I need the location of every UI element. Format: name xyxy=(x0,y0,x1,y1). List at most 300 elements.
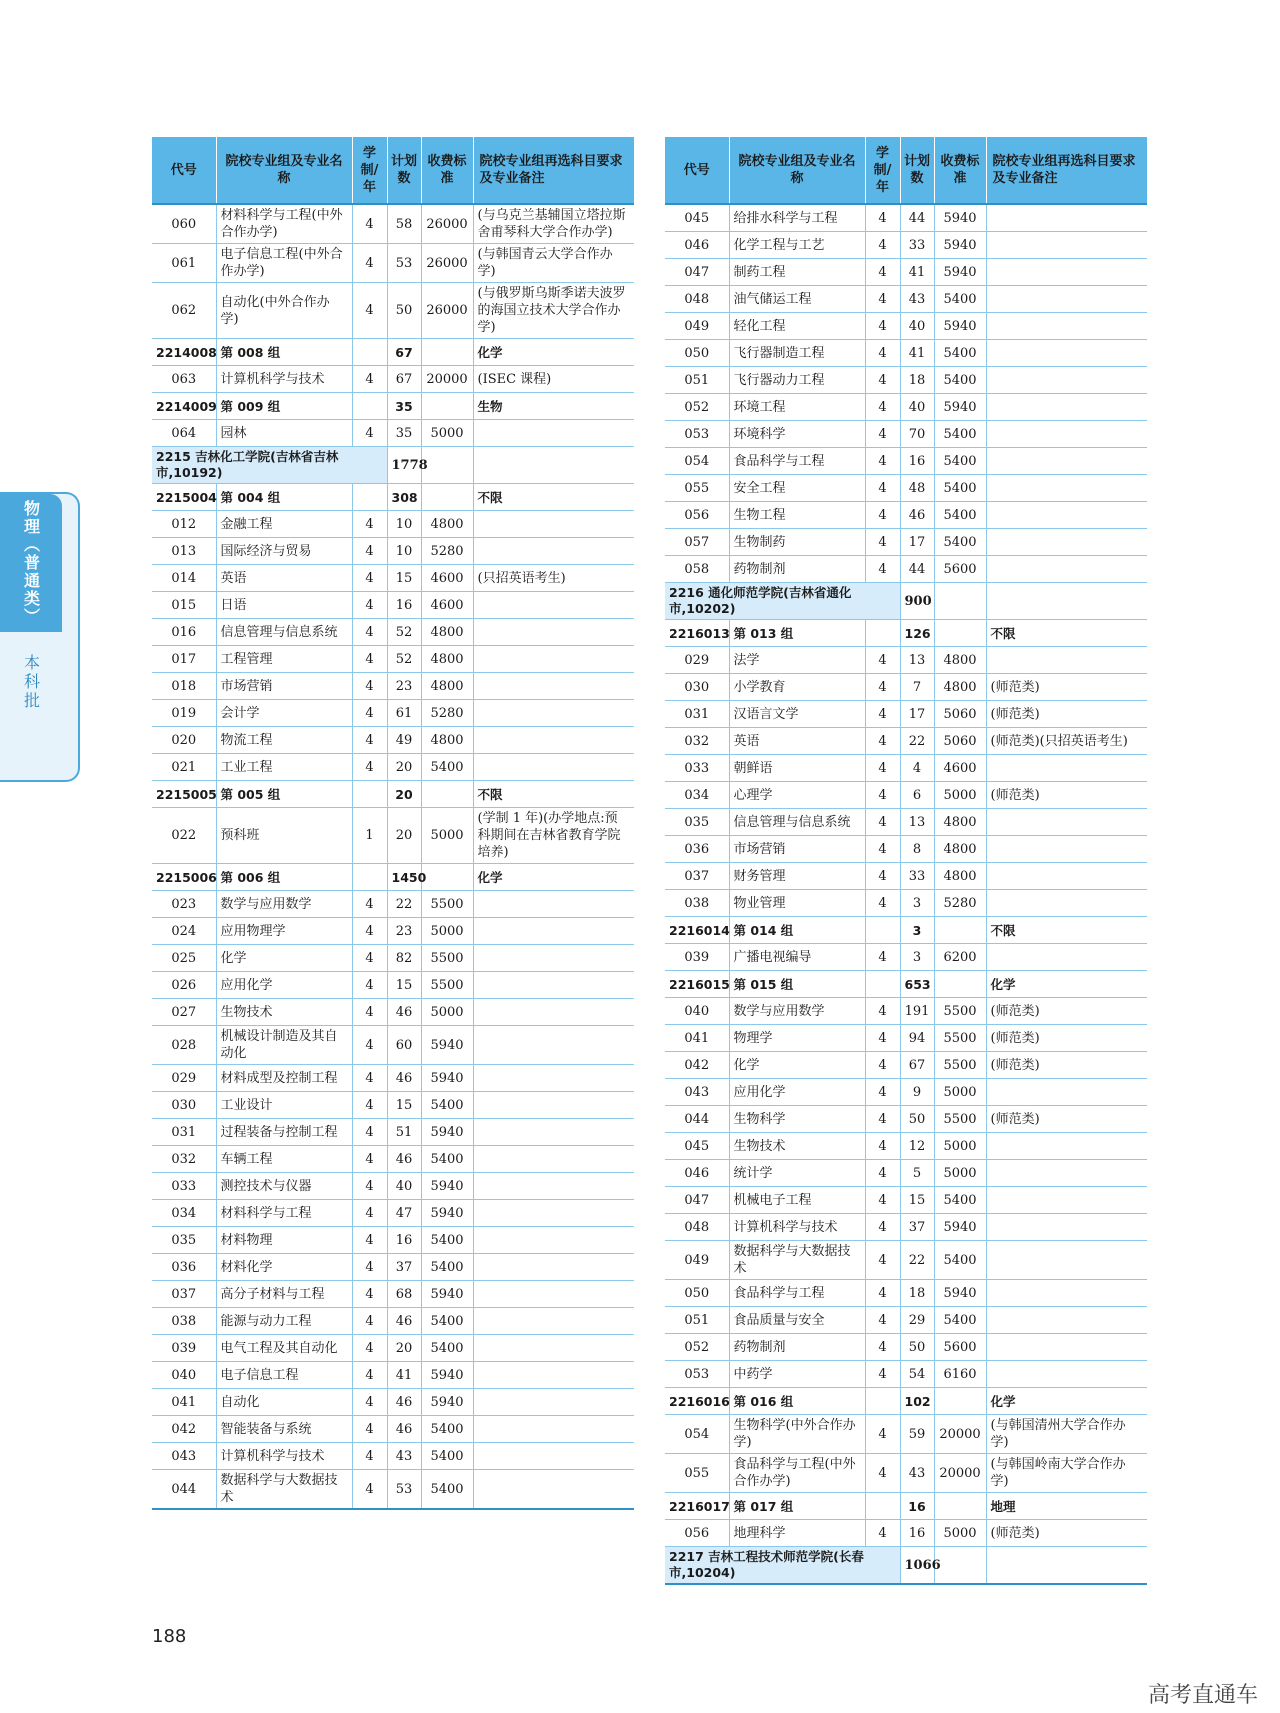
fee-cell xyxy=(934,620,986,647)
major-code: 048 xyxy=(665,286,729,313)
major-fee: 5400 xyxy=(421,1146,473,1173)
watermark-text: 高考直通车 xyxy=(1147,1683,1258,1708)
major-code: 029 xyxy=(665,647,729,674)
group-name: 第 009 组 xyxy=(216,393,352,420)
major-plan: 67 xyxy=(900,1052,934,1079)
major-years: 4 xyxy=(865,836,900,863)
major-fee: 5400 xyxy=(421,1227,473,1254)
major-remark xyxy=(986,556,1147,583)
major-plan: 48 xyxy=(900,475,934,502)
major-years: 4 xyxy=(352,1092,387,1119)
major-years: 4 xyxy=(352,1227,387,1254)
major-years: 4 xyxy=(352,1173,387,1200)
major-years: 4 xyxy=(352,283,387,339)
major-remark xyxy=(473,1173,634,1200)
major-code: 023 xyxy=(152,891,216,918)
major-row xyxy=(152,366,634,393)
major-name: 化学工程与工艺 xyxy=(729,232,865,259)
major-remark xyxy=(986,1307,1147,1334)
major-fee: 5000 xyxy=(934,1160,986,1187)
major-years: 4 xyxy=(352,999,387,1026)
group-plan: 35 xyxy=(387,393,421,420)
major-row xyxy=(665,313,1147,340)
major-remark xyxy=(986,944,1147,971)
major-years: 4 xyxy=(865,728,900,755)
major-remark xyxy=(473,1281,634,1308)
major-name: 生物制药 xyxy=(729,529,865,556)
group-code: 2216014 xyxy=(665,917,729,944)
major-code: 032 xyxy=(152,1146,216,1173)
major-years: 4 xyxy=(865,647,900,674)
major-name: 国际经济与贸易 xyxy=(216,538,352,565)
major-fee: 20000 xyxy=(421,366,473,393)
major-fee: 5400 xyxy=(934,1187,986,1214)
major-years: 4 xyxy=(865,448,900,475)
group-plan: 126 xyxy=(900,620,934,647)
major-name: 化学 xyxy=(216,945,352,972)
major-code: 052 xyxy=(665,1334,729,1361)
major-fee: 5400 xyxy=(421,1308,473,1335)
major-fee: 5400 xyxy=(934,367,986,394)
remark-cell xyxy=(473,447,634,484)
fee-cell xyxy=(934,1493,986,1520)
major-plan: 37 xyxy=(387,1254,421,1281)
major-plan: 41 xyxy=(387,1362,421,1389)
major-fee: 5940 xyxy=(421,1362,473,1389)
major-name: 电子信息工程 xyxy=(216,1362,352,1389)
major-remark xyxy=(986,502,1147,529)
major-name: 应用化学 xyxy=(729,1079,865,1106)
major-name: 金融工程 xyxy=(216,511,352,538)
major-remark xyxy=(986,1187,1147,1214)
major-years: 4 xyxy=(865,259,900,286)
major-fee: 5940 xyxy=(934,394,986,421)
major-name: 材料物理 xyxy=(216,1227,352,1254)
group-plan: 653 xyxy=(900,971,934,998)
major-fee: 5500 xyxy=(934,1106,986,1133)
major-code: 013 xyxy=(152,538,216,565)
major-name: 小学教育 xyxy=(729,674,865,701)
major-plan: 22 xyxy=(900,728,934,755)
major-years: 4 xyxy=(352,673,387,700)
major-remark xyxy=(473,1335,634,1362)
major-name: 制药工程 xyxy=(729,259,865,286)
major-plan: 22 xyxy=(387,891,421,918)
major-fee: 5000 xyxy=(934,1520,986,1547)
major-years: 4 xyxy=(352,565,387,592)
major-row xyxy=(665,1454,1147,1493)
major-row xyxy=(152,972,634,999)
major-remark xyxy=(473,891,634,918)
group-code: 2215005 xyxy=(152,781,216,808)
major-remark xyxy=(473,1092,634,1119)
major-fee: 5940 xyxy=(934,1214,986,1241)
major-years: 4 xyxy=(352,1470,387,1510)
major-plan: 46 xyxy=(387,1146,421,1173)
major-plan: 23 xyxy=(387,918,421,945)
major-name: 心理学 xyxy=(729,782,865,809)
major-code: 021 xyxy=(152,754,216,781)
major-plan: 16 xyxy=(900,448,934,475)
major-row xyxy=(665,1187,1147,1214)
major-row xyxy=(152,1362,634,1389)
major-code: 057 xyxy=(665,529,729,556)
major-plan: 54 xyxy=(900,1361,934,1388)
major-remark xyxy=(473,1362,634,1389)
major-fee: 4600 xyxy=(934,755,986,782)
major-fee: 5400 xyxy=(421,1335,473,1362)
major-remark xyxy=(473,1200,634,1227)
major-row xyxy=(665,259,1147,286)
table-header-row xyxy=(152,137,634,204)
major-code: 052 xyxy=(665,394,729,421)
group-row xyxy=(152,393,634,420)
major-remark: (只招英语考生) xyxy=(473,565,634,592)
major-plan: 9 xyxy=(900,1079,934,1106)
group-name: 第 015 组 xyxy=(729,971,865,998)
major-fee: 5000 xyxy=(421,999,473,1026)
years-cell xyxy=(865,620,900,647)
major-fee: 5500 xyxy=(421,945,473,972)
group-plan: 67 xyxy=(387,339,421,366)
major-name: 食品科学与工程(中外合作办学) xyxy=(729,1454,865,1493)
group-name: 第 006 组 xyxy=(216,864,352,891)
group-name: 第 013 组 xyxy=(729,620,865,647)
major-code: 038 xyxy=(152,1308,216,1335)
header-code: 代号 xyxy=(152,137,216,204)
major-code: 060 xyxy=(152,204,216,244)
major-fee: 5400 xyxy=(934,1307,986,1334)
major-row xyxy=(665,394,1147,421)
major-plan: 4 xyxy=(900,755,934,782)
fee-cell xyxy=(421,781,473,808)
major-plan: 52 xyxy=(387,619,421,646)
major-code: 017 xyxy=(152,646,216,673)
major-row xyxy=(665,647,1147,674)
institution-row xyxy=(152,447,634,484)
major-code: 054 xyxy=(665,448,729,475)
major-plan: 16 xyxy=(387,592,421,619)
major-code: 039 xyxy=(152,1335,216,1362)
years-cell xyxy=(865,1388,900,1415)
fee-cell xyxy=(934,583,986,620)
major-code: 043 xyxy=(152,1443,216,1470)
major-years: 4 xyxy=(865,394,900,421)
major-name: 机械电子工程 xyxy=(729,1187,865,1214)
major-years: 4 xyxy=(865,1415,900,1454)
years-cell xyxy=(352,339,387,366)
institution-row xyxy=(665,1547,1147,1585)
major-plan: 33 xyxy=(900,232,934,259)
major-plan: 17 xyxy=(900,529,934,556)
major-fee: 4800 xyxy=(421,727,473,754)
major-row xyxy=(152,808,634,864)
major-name: 自动化(中外合作办学) xyxy=(216,283,352,339)
major-fee: 4600 xyxy=(421,592,473,619)
major-years: 4 xyxy=(865,556,900,583)
major-row xyxy=(665,944,1147,971)
major-row xyxy=(665,728,1147,755)
major-fee: 5940 xyxy=(934,232,986,259)
major-code: 026 xyxy=(152,972,216,999)
major-name: 生物科学 xyxy=(729,1106,865,1133)
major-code: 040 xyxy=(665,998,729,1025)
major-code: 035 xyxy=(665,809,729,836)
major-years: 4 xyxy=(865,1241,900,1280)
major-name: 物理学 xyxy=(729,1025,865,1052)
major-name: 应用化学 xyxy=(216,972,352,999)
major-remark xyxy=(986,890,1147,917)
major-row xyxy=(665,998,1147,1025)
major-code: 048 xyxy=(665,1214,729,1241)
major-code: 050 xyxy=(665,340,729,367)
major-code: 058 xyxy=(665,556,729,583)
major-plan: 41 xyxy=(900,340,934,367)
major-plan: 46 xyxy=(387,999,421,1026)
major-fee: 20000 xyxy=(934,1415,986,1454)
major-fee: 5940 xyxy=(934,204,986,232)
major-row xyxy=(665,367,1147,394)
major-row xyxy=(152,646,634,673)
major-remark xyxy=(473,1119,634,1146)
major-plan: 15 xyxy=(900,1187,934,1214)
group-code: 2215004 xyxy=(152,484,216,511)
major-code: 037 xyxy=(665,863,729,890)
major-plan: 46 xyxy=(387,1416,421,1443)
major-code: 046 xyxy=(665,1160,729,1187)
major-remark xyxy=(473,972,634,999)
major-plan: 16 xyxy=(900,1520,934,1547)
major-years: 4 xyxy=(352,592,387,619)
major-years: 4 xyxy=(865,782,900,809)
major-row xyxy=(152,1173,634,1200)
major-remark xyxy=(473,700,634,727)
header-fee: 收费标准 xyxy=(421,137,473,204)
major-row xyxy=(665,1160,1147,1187)
major-remark xyxy=(986,394,1147,421)
institution-name: 2215 吉林化工学院(吉林省吉林市,10192) xyxy=(152,447,387,484)
major-name: 日语 xyxy=(216,592,352,619)
major-remark xyxy=(986,836,1147,863)
major-code: 033 xyxy=(152,1173,216,1200)
major-years: 4 xyxy=(352,891,387,918)
major-row xyxy=(665,863,1147,890)
major-remark xyxy=(473,538,634,565)
major-fee: 5060 xyxy=(934,728,986,755)
major-fee: 5400 xyxy=(934,340,986,367)
fee-cell xyxy=(934,1547,986,1585)
major-row xyxy=(665,502,1147,529)
group-plan: 16 xyxy=(900,1493,934,1520)
page-number: 188 xyxy=(152,1626,187,1647)
major-years: 4 xyxy=(865,232,900,259)
major-fee: 5400 xyxy=(934,448,986,475)
major-fee: 5000 xyxy=(934,1079,986,1106)
major-name: 化学 xyxy=(729,1052,865,1079)
major-years: 4 xyxy=(865,1280,900,1307)
major-remark xyxy=(986,232,1147,259)
major-years: 4 xyxy=(865,890,900,917)
major-name: 食品科学与工程 xyxy=(729,1280,865,1307)
major-name: 工业工程 xyxy=(216,754,352,781)
major-fee: 5940 xyxy=(421,1065,473,1092)
major-name: 信息管理与信息系统 xyxy=(216,619,352,646)
major-row xyxy=(152,673,634,700)
major-fee: 4800 xyxy=(934,809,986,836)
major-remark xyxy=(473,1308,634,1335)
major-fee: 5280 xyxy=(934,890,986,917)
major-fee: 4800 xyxy=(934,863,986,890)
major-plan: 70 xyxy=(900,421,934,448)
admission-table-right xyxy=(665,137,1147,1585)
major-plan: 46 xyxy=(387,1065,421,1092)
major-row xyxy=(665,421,1147,448)
major-remark: (与韩国岭南大学合作办学) xyxy=(986,1454,1147,1493)
group-subject-requirement: 化学 xyxy=(986,1388,1147,1415)
major-fee: 5500 xyxy=(934,1025,986,1052)
major-years: 4 xyxy=(352,1281,387,1308)
major-remark xyxy=(986,421,1147,448)
major-plan: 52 xyxy=(387,646,421,673)
header-code: 代号 xyxy=(665,137,729,204)
major-years: 4 xyxy=(352,1146,387,1173)
major-remark xyxy=(986,448,1147,475)
major-row xyxy=(665,1307,1147,1334)
major-years: 4 xyxy=(865,1214,900,1241)
major-row xyxy=(665,1334,1147,1361)
major-plan: 58 xyxy=(387,204,421,244)
group-subject-requirement: 不限 xyxy=(986,917,1147,944)
major-remark xyxy=(473,1065,634,1092)
major-name: 食品质量与安全 xyxy=(729,1307,865,1334)
major-years: 4 xyxy=(865,204,900,232)
major-name: 预科班 xyxy=(216,808,352,864)
major-plan: 43 xyxy=(900,1454,934,1493)
major-remark: (与韩国清州大学合作办学) xyxy=(986,1415,1147,1454)
major-remark: (师范类) xyxy=(986,674,1147,701)
major-row xyxy=(665,340,1147,367)
major-years: 4 xyxy=(352,204,387,244)
major-plan: 191 xyxy=(900,998,934,1025)
major-row xyxy=(152,1281,634,1308)
major-plan: 44 xyxy=(900,556,934,583)
major-row xyxy=(152,1065,634,1092)
major-row xyxy=(665,755,1147,782)
remark-cell xyxy=(986,583,1147,620)
major-remark xyxy=(473,511,634,538)
major-plan: 8 xyxy=(900,836,934,863)
group-subject-requirement: 不限 xyxy=(473,484,634,511)
major-plan: 46 xyxy=(900,502,934,529)
major-row xyxy=(665,836,1147,863)
major-remark xyxy=(473,1389,634,1416)
major-name: 电气工程及其自动化 xyxy=(216,1335,352,1362)
major-row xyxy=(665,1025,1147,1052)
major-row xyxy=(152,244,634,283)
major-plan: 53 xyxy=(387,1470,421,1510)
major-plan: 23 xyxy=(387,673,421,700)
major-fee: 5500 xyxy=(421,891,473,918)
major-plan: 59 xyxy=(900,1415,934,1454)
group-subject-requirement: 生物 xyxy=(473,393,634,420)
major-years: 4 xyxy=(865,1307,900,1334)
major-remark xyxy=(473,1254,634,1281)
major-name: 工程管理 xyxy=(216,646,352,673)
table-header-row xyxy=(665,137,1147,204)
major-remark: (师范类) xyxy=(986,1520,1147,1547)
major-name: 环境科学 xyxy=(729,421,865,448)
major-years: 4 xyxy=(352,1443,387,1470)
major-fee: 5940 xyxy=(421,1119,473,1146)
major-name: 计算机科学与技术 xyxy=(216,1443,352,1470)
major-name: 英语 xyxy=(216,565,352,592)
major-plan: 49 xyxy=(387,727,421,754)
group-row xyxy=(665,917,1147,944)
major-name: 车辆工程 xyxy=(216,1146,352,1173)
major-code: 024 xyxy=(152,918,216,945)
major-name: 生物技术 xyxy=(729,1133,865,1160)
major-name: 安全工程 xyxy=(729,475,865,502)
major-fee: 5400 xyxy=(934,1241,986,1280)
major-plan: 20 xyxy=(387,808,421,864)
major-years: 4 xyxy=(865,1052,900,1079)
major-code: 042 xyxy=(665,1052,729,1079)
major-remark xyxy=(986,1133,1147,1160)
major-name: 飞行器动力工程 xyxy=(729,367,865,394)
major-code: 028 xyxy=(152,1026,216,1065)
major-name: 广播电视编导 xyxy=(729,944,865,971)
major-name: 轻化工程 xyxy=(729,313,865,340)
major-remark xyxy=(986,286,1147,313)
major-row xyxy=(665,1415,1147,1454)
major-code: 055 xyxy=(665,1454,729,1493)
major-plan: 40 xyxy=(900,313,934,340)
major-years: 4 xyxy=(352,646,387,673)
years-cell xyxy=(352,484,387,511)
major-years: 4 xyxy=(865,1133,900,1160)
major-code: 053 xyxy=(665,421,729,448)
major-plan: 18 xyxy=(900,367,934,394)
major-plan: 60 xyxy=(387,1026,421,1065)
major-name: 给排水科学与工程 xyxy=(729,204,865,232)
fee-cell xyxy=(421,864,473,891)
major-plan: 67 xyxy=(387,366,421,393)
major-remark xyxy=(986,259,1147,286)
major-plan: 13 xyxy=(900,809,934,836)
major-row xyxy=(665,556,1147,583)
major-remark: (师范类) xyxy=(986,701,1147,728)
major-remark: (学制 1 年)(办学地点:预科期间在吉林省教育学院培养) xyxy=(473,808,634,864)
major-row xyxy=(665,1520,1147,1547)
major-plan: 94 xyxy=(900,1025,934,1052)
major-remark xyxy=(986,1280,1147,1307)
major-name: 计算机科学与技术 xyxy=(216,366,352,393)
group-plan: 20 xyxy=(387,781,421,808)
major-row xyxy=(152,283,634,339)
major-row xyxy=(665,1079,1147,1106)
major-code: 030 xyxy=(665,674,729,701)
major-code: 018 xyxy=(152,673,216,700)
major-name: 园林 xyxy=(216,420,352,447)
major-years: 4 xyxy=(865,286,900,313)
major-remark: (师范类)(只招英语考生) xyxy=(986,728,1147,755)
years-cell xyxy=(865,1493,900,1520)
years-cell xyxy=(865,917,900,944)
major-fee: 4800 xyxy=(421,511,473,538)
major-remark: (师范类) xyxy=(986,1052,1147,1079)
major-row xyxy=(152,1146,634,1173)
major-fee: 4800 xyxy=(421,619,473,646)
